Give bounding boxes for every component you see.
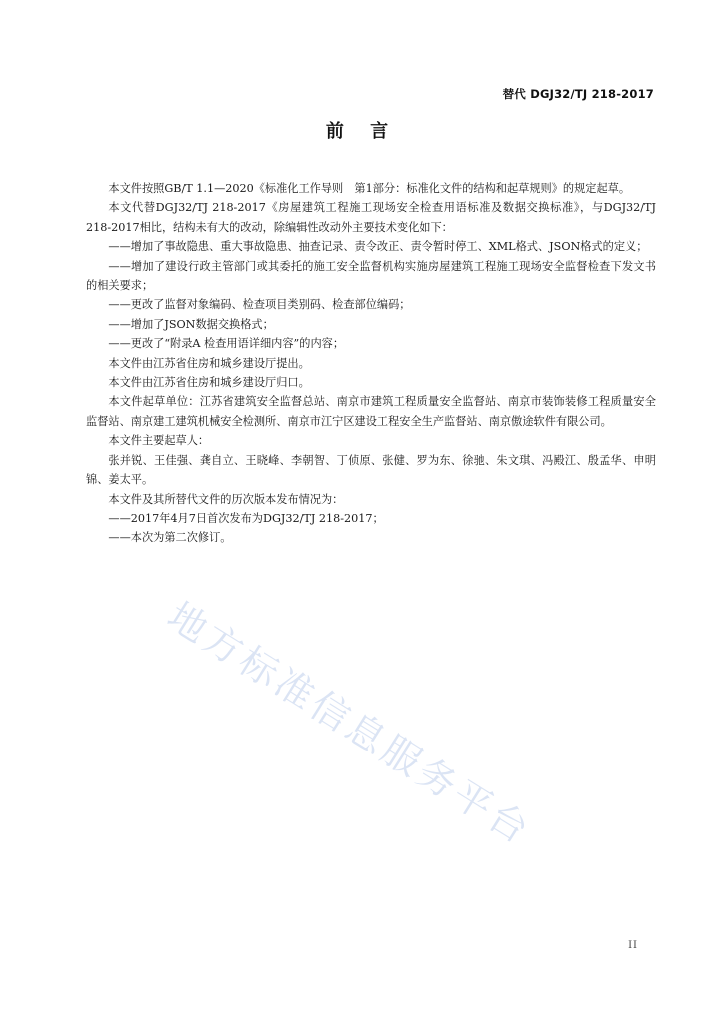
page-title: 前 言: [325, 121, 399, 142]
paragraph: 张并锐、王佳强、龚自立、王晓峰、李朝智、丁侦原、张健、罗为东、徐驰、朱文琪、冯殿江、殷孟华、申明锦、姜太平。: [86, 453, 656, 487]
paragraph: 本文件由江苏省住房和城乡建设厅归口。: [108, 376, 310, 390]
watermark: 地方标准信息服务平台: [159, 593, 540, 854]
paragraph: ——2017年4月7日首次发布为DGJ32/TJ 218-2017；: [108, 511, 384, 525]
page-number: II: [628, 940, 638, 951]
paragraph: 本文件由江苏省住房和城乡建设厅提出。: [108, 356, 310, 370]
paragraph: ——增加了建设行政主管部门或其委托的施工安全监督机构实施房屋建筑工程施工现场安全监督检查下发文书的相关要求；: [86, 259, 656, 293]
paragraph: ——本次为第二次修订。: [108, 531, 232, 545]
paragraph: 本文件按照GB/T 1.1—2020《标准化工作导则 第1部分：标准化文件的结构和起草规则》的规定起草。: [108, 182, 631, 195]
paragraph: 本文件主要起草人：: [108, 434, 210, 448]
paragraph: ——增加了事故隐患、重大事故隐患、抽查记录、责令改正、责令暂时停工、XML格式、JSON格式的定义；: [108, 240, 648, 254]
paragraph: ——更改了“附录A 检查用语详细内容”的内容；: [108, 337, 345, 351]
paragraph: ——更改了监督对象编码、检查项目类别码、检查部位编码；: [108, 298, 411, 312]
foreword-body: [86, 179, 656, 548]
paragraph: 本文件及其所替代文件的历次版本发布情况为：: [108, 492, 344, 506]
paragraph: 本文件起草单位：江苏省建筑安全监督总站、南京市建筑工程质量安全监督站、南京市装饰装修工程质量安全监督站、南京建工建筑机械安全检测所、南京市江宁区建设工程安全生产监督站、南京傲途软件有限公司。: [86, 395, 656, 428]
paragraph: ——增加了JSON数据交换格式；: [108, 317, 274, 331]
standard-code: 替代 DGJ32/TJ 218-2017: [502, 87, 654, 101]
paragraph: 本文代替DGJ32/TJ 218-2017《房屋建筑工程施工现场安全检查用语标准及数据交换标准》，与DGJ32/TJ 218-2017相比，结构未有大的改动，除编辑性改动外主要技术变化如下：: [86, 201, 656, 234]
